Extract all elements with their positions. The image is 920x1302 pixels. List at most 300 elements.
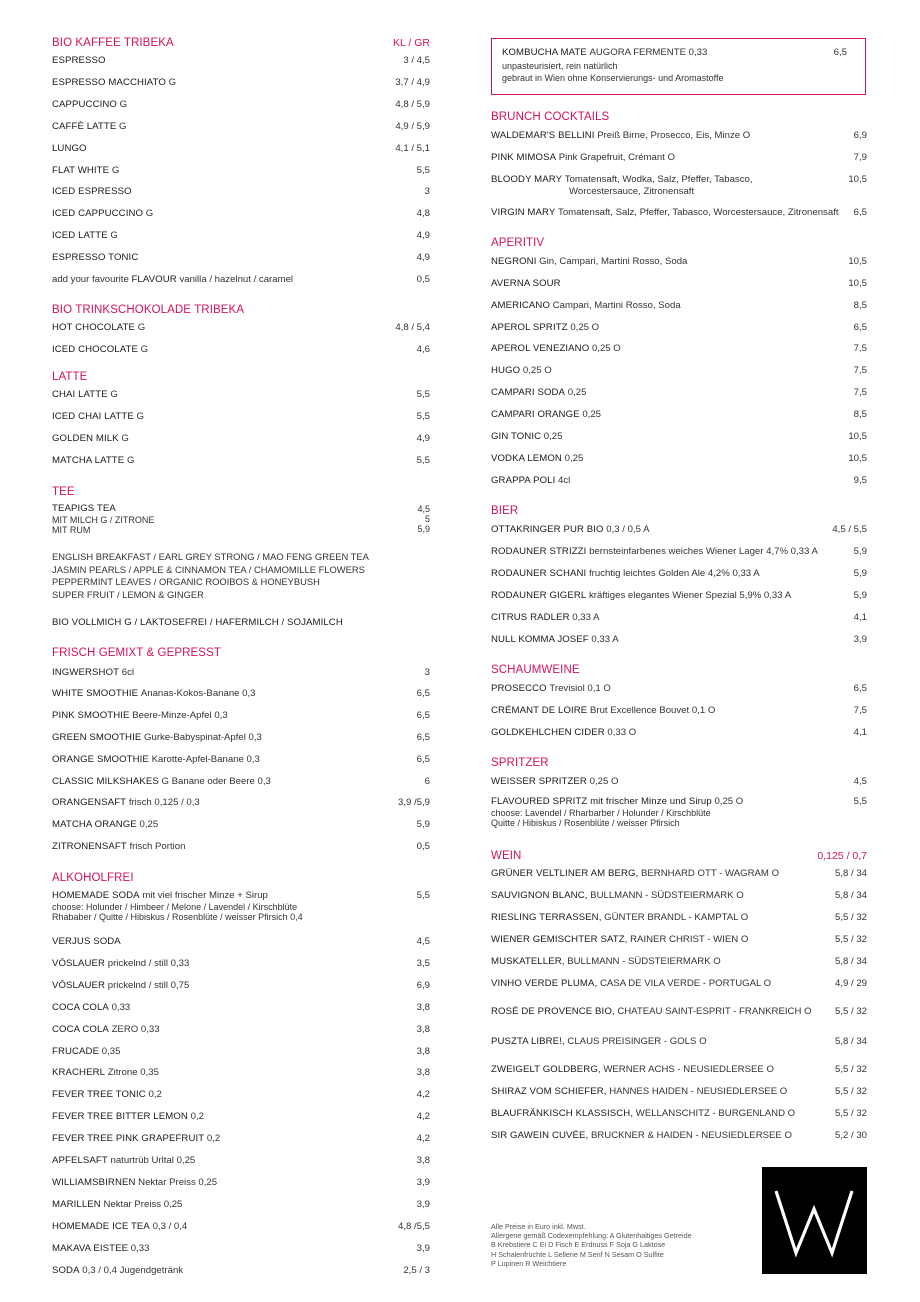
menu-item-row <box>52 776 430 788</box>
item-price: 6,5 <box>416 732 430 743</box>
item-name: FEVER TREE PINK GRAPEFRUIT <box>52 1133 205 1144</box>
footer-line: B Krebstiere C Ei D Fisch E Erdnuss F Soja G Laktose <box>491 1240 666 1250</box>
item-desc: Ananas-Kokos-Banane 0,3 <box>140 688 256 699</box>
item-desc: BULLMANN - SÜDSTEIERMARK O <box>590 890 744 901</box>
item-price: 5,8 / 34 <box>834 868 867 879</box>
item-price: 7,5 <box>853 343 867 354</box>
item-price: 4,1 / 5,1 <box>395 143 430 154</box>
item-desc: 0,33 A <box>572 612 600 623</box>
menu-item-row <box>52 1243 430 1255</box>
menu-item-row <box>52 1221 430 1233</box>
item-desc: 0,25 <box>582 409 602 420</box>
item-desc: Brut Excellence Bouvet 0,1 O <box>589 705 716 716</box>
menu-item-row <box>52 411 430 423</box>
section-title: LATTE <box>52 371 88 383</box>
item-price: 4,8 <box>416 208 430 219</box>
section-title: APERITIV <box>491 237 545 249</box>
menu-item-row <box>52 208 430 220</box>
item-desc: Beere-Minze-Apfel 0,3 <box>132 710 228 721</box>
item-price: 4,2 <box>416 1111 430 1122</box>
item-name: FEVER TREE BITTER LEMON <box>52 1111 188 1122</box>
menu-item-row <box>52 55 430 67</box>
item-price: 5,8 / 34 <box>834 1036 867 1047</box>
item-price: 5,5 <box>853 796 867 807</box>
item-price: 10,5 <box>848 453 867 464</box>
menu-item-row <box>491 1064 867 1076</box>
item-name: GRÜNER VELTLINER AM BERG, <box>491 868 639 879</box>
item-price: 5,5 / 32 <box>834 912 867 923</box>
item-price: 5,5 / 32 <box>834 1064 867 1075</box>
milk-text: BIO VOLLMICH G / LAKTOSEFREI / HAFERMILCH / SOJAMILCH <box>52 617 343 628</box>
item-price: 10,5 <box>848 256 867 267</box>
item-name: KOMBUCHA MATE <box>502 47 587 58</box>
item-name: FRUCADE <box>52 1046 100 1057</box>
item-name: PINK MIMOSA <box>491 152 557 163</box>
item-desc: CHATEAU SAINT-ESPRIT - FRANKREICH O <box>617 1006 812 1017</box>
section-title-main: BIO KAFFEE <box>52 37 121 49</box>
item-desc: G <box>121 433 129 444</box>
menu-item-row <box>491 174 867 198</box>
item-name: HOMEMADE ICE TEA <box>52 1221 150 1232</box>
item-price: 3 <box>424 186 430 197</box>
item-price: 5,9 <box>416 819 430 830</box>
item-desc: CLAUS PREISINGER - GOLS O <box>567 1036 707 1047</box>
menu-item-row <box>491 912 867 924</box>
menu-item-row <box>491 568 867 580</box>
menu-item-row <box>491 612 867 624</box>
menu-item-row <box>491 152 867 164</box>
item-price: 4,9 <box>416 230 430 241</box>
soda-choose-line: choose: Holunder / Himbeer / Melone / Lavendel / Kirschblüte <box>52 901 298 912</box>
item-name: SIR GAWEIN CUVÉE, <box>491 1130 589 1141</box>
tee-rum: MIT RUM <box>52 524 91 535</box>
flavour-price: 0,5 <box>416 274 430 285</box>
tee-sort-line: PEPPERMINT LEAVES / ORGANIC ROOIBOS & HONEYBUSH <box>52 576 320 587</box>
item-desc: 0,33 <box>111 1002 131 1013</box>
item-desc: 0,25 <box>139 819 159 830</box>
menu-item-row <box>491 634 867 646</box>
item-price: 3,9 <box>416 1177 430 1188</box>
menu-item-row <box>491 524 867 536</box>
item-desc: frisch Portion <box>129 841 186 852</box>
item-name: PUSZTA LIBRE!, <box>491 1036 565 1047</box>
menu-item-row <box>52 958 430 970</box>
item-name: ICED CHAI LATTE <box>52 411 134 422</box>
menu-item-row <box>491 705 867 717</box>
item-name: BLAUFRÄNKISCH KLASSISCH, <box>491 1108 634 1119</box>
item-price: 3,9 /5,9 <box>397 797 430 808</box>
milk-options <box>52 617 430 629</box>
flavour-desc: vanilla / hazelnut / caramel <box>179 274 294 285</box>
item-name: MATCHA ORANGE <box>52 819 137 830</box>
item-name: MATCHA LATTE <box>52 455 125 466</box>
item-desc: G Banane oder Beere 0,3 <box>161 776 271 787</box>
item-price: 7,5 <box>853 387 867 398</box>
menu-item-row <box>52 1067 430 1079</box>
item-name: CAMPARI SODA <box>491 387 566 398</box>
item-desc: 0,33 O <box>607 727 637 738</box>
spritz-choose-line: Quitte / Hibiskus / Rosenblüte / weisser Pfirsich <box>491 817 680 828</box>
homemade-soda-row <box>52 891 430 922</box>
tee-prices <box>417 504 430 534</box>
price-header: 0,125 / 0,7 <box>817 850 867 862</box>
item-desc: G <box>119 99 128 110</box>
item-name: WHITE SMOOTHIE <box>52 688 139 699</box>
section-title: SCHAUMWEINE <box>491 664 580 676</box>
item-name: PROSECCO <box>491 683 547 694</box>
menu-item-row <box>52 252 430 264</box>
item-price: 5,9 <box>853 590 867 601</box>
item-name: AVERNA SOUR <box>491 278 561 289</box>
item-name: COCA COLA <box>52 1002 109 1013</box>
item-price: 2,5 / 3 <box>403 1265 430 1276</box>
item-name: ICED CHOCOLATE <box>52 344 138 355</box>
item-desc: RAINER CHRIST - WIEN O <box>630 934 749 945</box>
menu-item-row <box>52 1089 430 1101</box>
item-desc: Zitrone 0,35 <box>107 1067 159 1078</box>
item-name: APEROL VENEZIANO <box>491 343 590 354</box>
item-desc: CASA DE VILA VERDE - PORTUGAL O <box>599 978 772 989</box>
item-price: 5,5 <box>416 389 430 400</box>
item-price: 5,9 <box>853 546 867 557</box>
item-price: 3,8 <box>416 1155 430 1166</box>
item-name: GRAPPA POLI <box>491 475 556 486</box>
flavour-pre: add your favourite <box>52 274 129 285</box>
item-desc: Gurke-Babyspinat-Apfel 0,3 <box>144 732 262 743</box>
item-price: 7,5 <box>853 365 867 376</box>
item-desc: 0,3 / 0,4 <box>152 1221 188 1232</box>
item-price: 6,9 <box>416 980 430 991</box>
item-name: PINK SMOOTHIE <box>52 710 130 721</box>
item-price: 3,7 / 4,9 <box>395 77 430 88</box>
kombucha-row <box>502 47 847 85</box>
item-price: 4,2 <box>416 1133 430 1144</box>
item-name: SAUVIGNON BLANC, <box>491 890 588 901</box>
menu-item-row <box>491 343 867 355</box>
item-desc: G <box>111 165 120 176</box>
item-desc: G <box>168 77 177 88</box>
item-price: 10,5 <box>848 278 867 289</box>
footer-notes <box>491 1222 692 1268</box>
item-price: 4,9 <box>416 433 430 444</box>
menu-item-row <box>52 455 430 467</box>
footer-line: H Schalenfrüchte L Sellerie M Senf N Sesam O Sulfite <box>491 1249 664 1259</box>
item-name: WALDEMAR'S BELLINI <box>491 130 595 141</box>
menu-item-row <box>52 1199 430 1211</box>
item-price: 3 <box>424 667 430 678</box>
tee-name: TEAPIGS TEA <box>52 503 116 514</box>
menu-item-row <box>491 956 867 968</box>
item-desc: 0,3 / 0,4 Jugendgetränk <box>82 1265 184 1276</box>
item-desc: Preiß Birne, Prosecco, Eis, Minze O <box>597 130 751 141</box>
item-name: WEISSER SPRITZER <box>491 776 587 787</box>
section-title: SPRITZER <box>491 757 549 769</box>
item-name: CITRUS RADLER <box>491 612 570 623</box>
item-name: VODKA LEMON <box>491 453 562 464</box>
menu-item-row <box>52 980 430 992</box>
item-name: VÖSLAUER <box>52 980 106 991</box>
menu-item-row <box>491 409 867 421</box>
menu-item-row <box>491 256 867 268</box>
item-price: 4,9 <box>416 252 430 263</box>
item-name: VÖSLAUER <box>52 958 106 969</box>
menu-item-row <box>491 453 867 465</box>
item-price: 4,9 / 29 <box>834 978 867 989</box>
item-name: ICED CAPPUCCINO <box>52 208 144 219</box>
menu-item-row <box>491 776 867 788</box>
item-desc: naturtrüb Urltal 0,25 <box>110 1155 196 1166</box>
item-desc: HANNES HAIDEN - NEUSIEDLERSEE O <box>609 1086 788 1097</box>
section-title <box>52 37 174 49</box>
item-name: GOLDEN MILK <box>52 433 119 444</box>
item-name: FEVER TREE TONIC <box>52 1089 146 1100</box>
item-name: HUGO <box>491 365 521 376</box>
item-price: 5,5 <box>416 455 430 466</box>
item-desc: 0,2 <box>190 1111 204 1122</box>
item-desc: prickelnd / still 0,33 <box>107 958 190 969</box>
item-price: 4,8 / 5,4 <box>395 322 430 333</box>
item-name: GOLDKEHLCHEN CIDER <box>491 727 605 738</box>
item-name: APEROL SPRITZ <box>491 322 568 333</box>
item-desc: 0,25 <box>564 453 584 464</box>
item-desc: G <box>110 389 118 400</box>
tee-price-2: 5 <box>424 514 430 524</box>
item-price: 4,8 /5,5 <box>397 1221 430 1232</box>
footer-line: P Lupinen R Weichtiere <box>491 1258 567 1268</box>
item-name: SHIRAZ VOM SCHIEFER, <box>491 1086 607 1097</box>
item-name: ESPRESSO MACCHIATO <box>52 77 166 88</box>
menu-item-row <box>491 130 867 142</box>
tee-milch: MIT MILCH G / ZITRONE <box>52 514 155 525</box>
menu-item-row <box>491 387 867 399</box>
item-name: WIENER GEMISCHTER SATZ, <box>491 934 628 945</box>
item-price: 5,5 <box>416 890 430 901</box>
menu-item-row <box>52 667 430 679</box>
item-desc: Nektar Preiss 0,25 <box>138 1177 218 1188</box>
menu-item-row <box>52 1155 430 1167</box>
menu-item-row <box>52 1046 430 1058</box>
item-price: 8,5 <box>853 409 867 420</box>
menu-item-row <box>52 230 430 242</box>
spritz-choose-line: choose: Lavendel / Rharbarber / Holunder / Kirschblüte <box>491 807 711 818</box>
menu-item-row <box>52 710 430 722</box>
item-name: MUSKATELLER, <box>491 956 565 967</box>
menu-item-row <box>491 1036 867 1048</box>
item-price: 5,5 / 32 <box>834 1108 867 1119</box>
item-desc: Tomatensaft, Wodka, Salz, Pfeffer, Tabasco, <box>564 174 753 185</box>
menu-item-row <box>52 143 430 155</box>
item-price: 4,2 <box>416 1089 430 1100</box>
menu-item-row <box>491 868 867 880</box>
item-name: ROSÉ DE PROVENCE BIO, <box>491 1006 615 1017</box>
menu-item-row <box>52 732 430 744</box>
item-price: 5,2 / 30 <box>834 1130 867 1141</box>
flavoured-spritz-row <box>491 797 867 828</box>
item-desc: 0,3 / 0,5 A <box>606 524 650 535</box>
item-desc: ZERO 0,33 <box>111 1024 160 1035</box>
menu-item-row <box>491 1086 867 1098</box>
item-price: 5,8 / 34 <box>834 956 867 967</box>
item-name: CRÉMANT DE LOIRE <box>491 705 588 716</box>
section-title: TEE <box>52 486 75 498</box>
item-desc: BERNHARD OTT - WAGRAM O <box>641 868 780 879</box>
item-price: 6,5 <box>416 710 430 721</box>
item-name: NULL KOMMA JOSEF <box>491 634 589 645</box>
item-desc: 6cl <box>121 667 135 678</box>
tee-sort-line: ENGLISH BREAKFAST / EARL GREY STRONG / MAO FENG GREEN TEA <box>52 551 369 562</box>
menu-item-row <box>491 978 867 990</box>
item-price: 0,5 <box>416 841 430 852</box>
item-name: VERJUS SODA <box>52 936 121 947</box>
menu-item-row <box>491 1130 867 1142</box>
item-name: CHAI LATTE <box>52 389 108 400</box>
item-desc: Tomatensaft, Salz, Pfeffer, Tabasco, Worcestersauce, Zitronensaft <box>558 207 839 218</box>
flavour-name: FLAVOUR <box>131 274 177 285</box>
item-desc: BULLMANN - SÜDSTEIERMARK O <box>567 956 721 967</box>
menu-item-row <box>491 475 867 487</box>
item-desc: GÜNTER BRANDL - KAMPTAL O <box>604 912 749 923</box>
item-name: FLAT WHITE <box>52 165 110 176</box>
item-price: 4,1 <box>853 612 867 623</box>
item-name: CAMPARI ORANGE <box>491 409 580 420</box>
tee-row <box>52 504 430 535</box>
item-desc: frisch 0,125 / 0,3 <box>128 797 200 808</box>
item-desc: G <box>119 121 127 132</box>
flavour-row <box>52 274 430 286</box>
item-desc: 0,25 <box>567 387 587 398</box>
item-desc: G <box>140 344 149 355</box>
menu-item-row <box>491 934 867 946</box>
menu-item-row <box>52 1024 430 1036</box>
item-name: INGWERSHOT <box>52 667 120 678</box>
menu-item-row <box>491 683 867 695</box>
item-desc: G <box>136 411 144 422</box>
item-name: LUNGO <box>52 143 87 154</box>
item-desc: prickelnd / still 0,75 <box>107 980 190 991</box>
item-price: 7,5 <box>853 705 867 716</box>
item-desc: 0,25 <box>543 431 563 442</box>
item-price: 6,5 <box>833 47 847 58</box>
menu-item-row <box>52 688 430 700</box>
item-name: CAFFÈ LATTE <box>52 121 117 132</box>
item-name: BLOODY MARY <box>491 174 563 185</box>
menu-item-row <box>52 819 430 831</box>
footer-line: Allergene gemäß Codexempfehlung: A Glutenhaltiges Getreide <box>491 1231 692 1241</box>
menu-item-row <box>52 165 430 177</box>
item-name: ZITRONENSAFT <box>52 841 127 852</box>
item-desc: 0,33 <box>130 1243 150 1254</box>
item-price: 3,8 <box>416 1002 430 1013</box>
item-price: 10,5 <box>848 174 867 185</box>
soda-choose-line: Rhababer / Quitte / Hibiskus / Rosenblüte / weisser Pfirsich 0,4 <box>52 911 303 922</box>
footer-line: Alle Preise in Euro inkl. Mwst. <box>491 1222 586 1231</box>
item-name: ESPRESSO <box>52 55 106 66</box>
menu-item-row <box>52 433 430 445</box>
item-price: 3,5 <box>416 958 430 969</box>
item-name: APFELSAFT <box>52 1155 108 1166</box>
menu-item-row <box>52 99 430 111</box>
menu-item-row <box>491 207 867 219</box>
item-desc: Nektar Preiss 0,25 <box>103 1199 183 1210</box>
item-price: 6,5 <box>416 754 430 765</box>
menu-item-row <box>52 841 430 853</box>
section-title: WEIN <box>491 850 522 862</box>
kombucha-line: gebraut in Wien ohne Konservierungs- und Aromastoffe <box>502 73 724 83</box>
item-name: ZWEIGELT GOLDBERG, <box>491 1064 601 1075</box>
item-name: VINHO VERDE PLUMA, <box>491 978 598 989</box>
section-title: ALKOHOLFREI <box>52 872 134 884</box>
item-price: 6,5 <box>416 688 430 699</box>
item-desc: 0,25 O <box>591 343 621 354</box>
item-price: 9,5 <box>853 475 867 486</box>
item-price: 4,8 / 5,9 <box>395 99 430 110</box>
item-name: RODAUNER STRIZZI <box>491 546 587 557</box>
item-desc: AUGORA FERMENTE 0,33 <box>589 47 708 58</box>
menu-item-row <box>491 278 867 290</box>
menu-item-row <box>491 365 867 377</box>
item-desc: 0,25 O <box>522 365 552 376</box>
item-price: 3,8 <box>416 1024 430 1035</box>
menu-item-row <box>52 1133 430 1145</box>
item-price: 3,9 <box>416 1199 430 1210</box>
menu-item-row <box>52 936 430 948</box>
menu-item-row <box>52 389 430 401</box>
tee-price-1: 4,5 <box>417 504 430 514</box>
menu-item-row <box>491 890 867 902</box>
item-name: GIN TONIC <box>491 431 542 442</box>
item-name: FLAVOURED SPRITZ mit frischer Minze und Sirup <box>491 796 712 807</box>
menu-item-row <box>491 590 867 602</box>
item-desc: 0,25 O <box>570 322 600 333</box>
price-header: KL / GR <box>393 37 430 49</box>
menu-item-row <box>52 1265 430 1277</box>
item-desc: Pink Grapefruit, Crémant O <box>558 152 675 163</box>
item-name: MARILLEN <box>52 1199 101 1210</box>
item-name: RODAUNER GIGERL <box>491 590 587 601</box>
item-desc: 0,33 A <box>591 634 619 645</box>
menu-item-row <box>52 121 430 133</box>
item-price: 4,6 <box>416 344 430 355</box>
menu-item-row <box>491 727 867 739</box>
item-price: 5,9 <box>853 568 867 579</box>
item-name: ORANGE SMOOTHIE <box>52 754 149 765</box>
item-price: 6,9 <box>853 130 867 141</box>
menu-item-row <box>491 546 867 558</box>
item-desc-continued: Worcestersauce, Zitronensaft <box>569 186 695 197</box>
tee-sort-line: JASMIN PEARLS / APPLE & CINNAMON TEA / CHAMOMILLE FLOWERS <box>52 563 365 575</box>
item-price: 5,5 / 32 <box>834 1006 867 1017</box>
menu-item-row <box>52 322 430 334</box>
item-desc: BRUCKNER & HAIDEN - NEUSIEDLERSEE O <box>590 1130 792 1141</box>
tee-price-3: 5,9 <box>417 524 430 534</box>
section-title-main: BIO TRINKSCHOKOLADE <box>52 304 192 316</box>
item-name: GREEN SMOOTHIE <box>52 732 142 743</box>
item-name: VIRGIN MARY <box>491 207 556 218</box>
menu-item-row <box>52 186 430 198</box>
w-logo-glyph <box>762 1167 867 1274</box>
item-desc: Karotte-Apfel-Banane 0,3 <box>151 754 260 765</box>
kombucha-box <box>491 38 866 95</box>
item-name: ESPRESSO TONIC <box>52 252 139 263</box>
item-name: CLASSIC MILKSHAKES <box>52 776 159 787</box>
item-price: 4,1 <box>853 727 867 738</box>
item-price: 10,5 <box>848 431 867 442</box>
item-desc: kräftiges elegantes Wiener Spezial 5,9% 0,33 A <box>589 590 792 601</box>
item-desc: 0,25 O <box>714 796 744 807</box>
item-desc: 0,2 <box>148 1089 162 1100</box>
item-name: RODAUNER SCHANI <box>491 568 587 579</box>
item-price: 5,8 / 34 <box>834 890 867 901</box>
